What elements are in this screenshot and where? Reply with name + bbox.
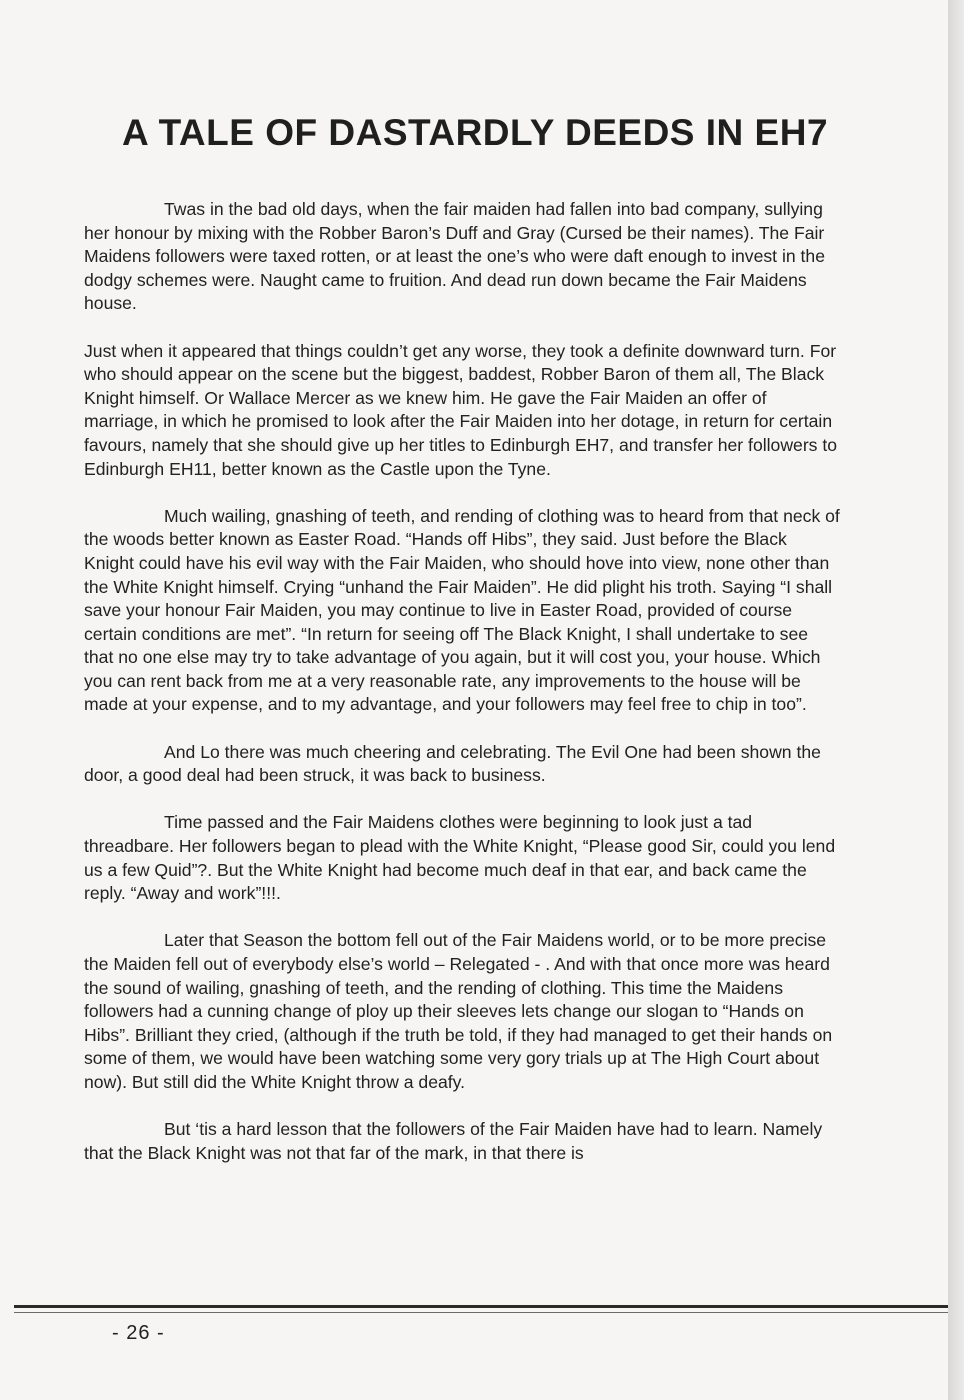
paragraph-7: But ‘tis a hard lesson that the followers of the Fair Maiden have had to learn. Namely that the Black Knight was not that far of the mark, in that there is xyxy=(84,1119,823,1163)
page-edge-shadow xyxy=(948,0,964,1400)
paragraph-5: Time passed and the Fair Maidens clothes were beginning to look just a tad threadbare. Her followers began to plead with the White Knight, “Please good Sir, could you lend us a few Quid”?. But the White Knight had become much deaf in that ear, and back came the reply. “Away and work”!!!. xyxy=(84,812,836,904)
paragraph-3: Much wailing, gnashing of teeth, and rending of clothing was to heard from that neck of the woods better known as Easter Road. “Hands off Hibs”, they said. Just before the Black Knight could have his evil way with the Fair Maiden, who should hove into view, none other than the White Knight himself. Crying “unhand the Fair Maiden”. He did plight his troth. Saying “I shall save your honour Fair Maiden, you may continue to live in Easter Road, provided of course certain conditions are met”. “In return for seeing off The Black Knight, I shall undertake to see that no one else may try to take advantage of you again, but it will cost you, your house. Which you can rent back from me at a very reasonable rate, any improvements to the house will be made at your expense, and to my advantage, and your followers may feel free to chip in too”. xyxy=(84,505,840,715)
page-title: A TALE OF DASTARDLY DEEDS IN EH7 xyxy=(121,112,829,153)
footer-rule-thin xyxy=(14,1312,948,1313)
article-body xyxy=(84,198,840,1189)
paragraph-2: Just when it appeared that things couldn’t get any worse, they took a definite downward turn. For who should appear on the scene but the biggest, baddest, Robber Baron of them all, The Black Knight himself. Or Wallace Mercer as we knew him. He gave the Fair Maiden an offer of marriage, in which he promised to look after the Fair Maiden into her dotage, in return for certain favours, namely that she should give up her titles to Edinburgh EH7, and transfer her followers to Edinburgh EH11, better known as the Castle upon the Tyne. xyxy=(84,340,838,479)
paragraph-4: And Lo there was much cheering and celebrating. The Evil One had been shown the door, a good deal had been struck, it was back to business. xyxy=(84,741,821,786)
footer-rule-thick xyxy=(14,1305,948,1308)
paragraph-1: Twas in the bad old days, when the fair maiden had fallen into bad company, sullying her honour by mixing with the Robber Baron’s Duff and Gray (Cursed be their names). The Fair Maidens followers were taxed rotten, or at least the one’s who were daft enough to invest in the dodgy schemes were. Naught came to fruition. And dead run down became the Fair Maidens house. xyxy=(84,199,825,314)
paragraph-6: Later that Season the bottom fell out of the Fair Maidens world, or to be more precise the Maiden fell out of everybody else’s world – Relegated - . And with that once more was heard the sound of wailing, gnashing of teeth, and the rending of clothing. This time the Maidens followers had a cunning change of ploy up their sleeves lets change our slogan to “Hands on Hibs”. Brilliant they cried, (although if the truth be told, if they had managed to get their hands on some of them, we would have been watching some very gory trials up at The High Court about now). But still did the White Knight throw a deafy. xyxy=(84,930,833,1092)
page-number: - 26 - xyxy=(112,1322,165,1344)
